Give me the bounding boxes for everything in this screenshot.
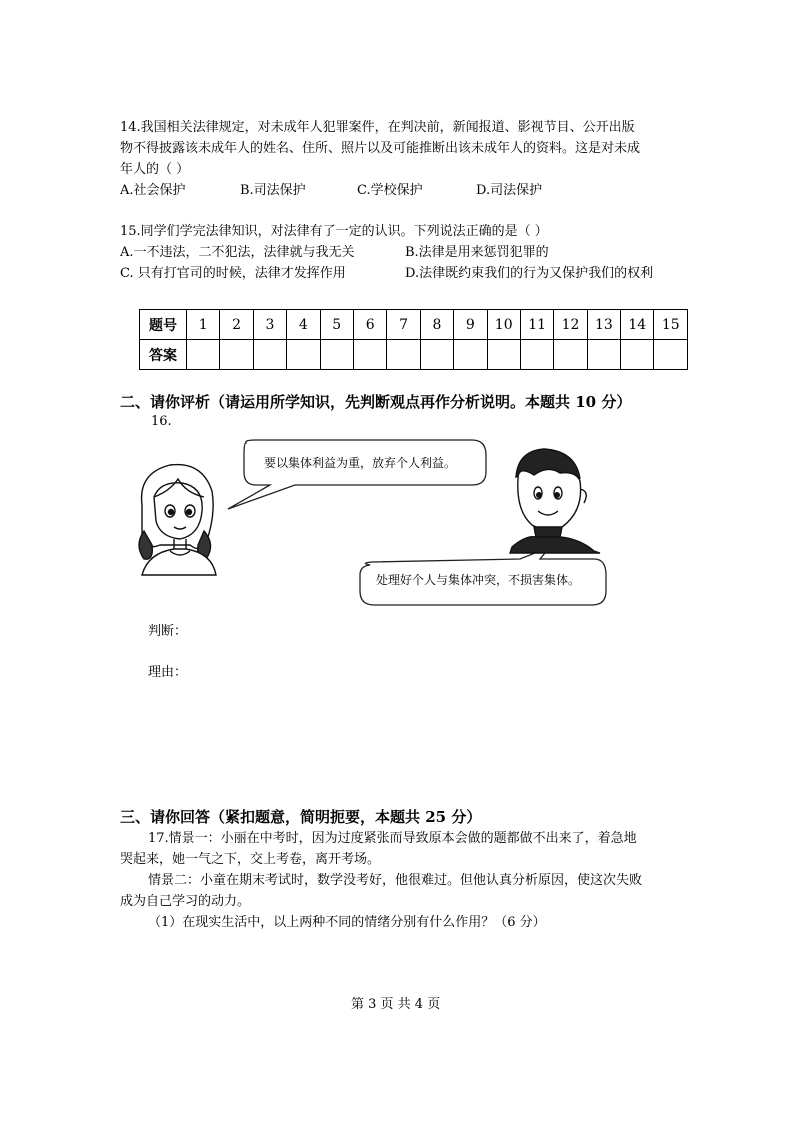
table-number-cell: 8 xyxy=(420,310,453,340)
table-number-cell: 3 xyxy=(253,310,286,340)
page-footer: 第 3 页 共 4 页 xyxy=(351,997,441,1012)
answer-cell[interactable] xyxy=(187,340,220,370)
answer-cell[interactable] xyxy=(287,340,320,370)
answer-cell[interactable] xyxy=(253,340,286,370)
table-number-cell: 6 xyxy=(353,310,386,340)
table-number-cell: 13 xyxy=(587,310,620,340)
answer-cell[interactable] xyxy=(387,340,420,370)
q15-option-d: D.法律既约束我们的行为又保护我们的权利 xyxy=(405,266,654,281)
answer-cell[interactable] xyxy=(353,340,386,370)
q15-option-a: A.一不违法，二不犯法，法律就与我无关 xyxy=(120,245,355,260)
table-number-cell: 15 xyxy=(654,310,688,340)
table-number-cell: 12 xyxy=(554,310,587,340)
answer-cell[interactable] xyxy=(454,340,487,370)
answer-table-number-row xyxy=(140,310,688,340)
q15-option-b: B.法律是用来惩罚犯罪的 xyxy=(405,245,549,260)
table-number-cell: 1 xyxy=(187,310,220,340)
girl-bubble-text: 要以集体利益为重，放弃个人利益。 xyxy=(264,456,457,470)
q17-scenario2-line1: 情景二：小童在期末考试时，数学没考好，他很难过。但他认真分析原因，使这次失败 xyxy=(148,873,643,888)
q14-line1: 14.我国相关法律规定，对未成年人犯罪案件，在判决前，新闻报道、影视节目、公开出版 xyxy=(120,120,635,135)
boy-figure xyxy=(510,449,600,553)
q15-option-c: C. 只有打官司的时候，法律才发挥作用 xyxy=(120,266,346,281)
q17-scenario1-line1: 17.情景一：小丽在中考时，因为过度紧张而导致原本会做的题都做不出来了，着急地 xyxy=(148,831,637,846)
section2-heading: 二、请你评析（请运用所学知识，先判断观点再作分析说明。本题共 10 分） xyxy=(120,393,632,411)
table-number-cell: 14 xyxy=(621,310,654,340)
table-row-label-number: 题号 xyxy=(140,310,187,340)
answer-cell[interactable] xyxy=(487,340,520,370)
boy-bubble-text: 处理好个人与集体冲突，不损害集体。 xyxy=(376,573,581,587)
answer-cell[interactable] xyxy=(420,340,453,370)
table-number-cell: 5 xyxy=(320,310,353,340)
answer-cell[interactable] xyxy=(554,340,587,370)
q15-stem: 15.同学们学完法律知识，对法律有了一定的认识。下列说法正确的是（ ） xyxy=(120,224,548,239)
answer-cell[interactable] xyxy=(320,340,353,370)
q14-option-c: C.学校保护 xyxy=(357,183,423,198)
q17-scenario2-line2: 成为自己学习的动力。 xyxy=(120,894,251,909)
table-number-cell: 10 xyxy=(487,310,520,340)
q14-line2: 物不得披露该未成年人的姓名、住所、照片以及可能推断出该未成年人的资料。这是对未成 xyxy=(120,141,641,156)
table-number-cell: 4 xyxy=(287,310,320,340)
table-number-cell: 11 xyxy=(520,310,553,340)
q17-subquestion-1: （1）在现实生活中，以上两种不同的情绪分别有什么作用？（6 分） xyxy=(148,915,546,930)
answer-cell[interactable] xyxy=(220,340,253,370)
answer-cell[interactable] xyxy=(587,340,620,370)
judge-label: 判断： xyxy=(148,624,188,639)
q14-option-a: A.社会保护 xyxy=(120,183,186,198)
answer-table xyxy=(139,309,688,370)
answer-cell[interactable] xyxy=(654,340,688,370)
section2-question-number: 16. xyxy=(151,414,172,429)
section3-heading: 三、请你回答（紧扣题意，简明扼要，本题共 25 分） xyxy=(120,808,482,826)
table-number-cell: 2 xyxy=(220,310,253,340)
answer-cell[interactable] xyxy=(520,340,553,370)
reason-label: 理由： xyxy=(148,665,188,680)
q17-scenario1-line2: 哭起来，她一气之下，交上考卷，离开考场。 xyxy=(120,852,381,867)
q14-option-d: D.司法保护 xyxy=(476,183,543,198)
girl-figure xyxy=(139,465,216,575)
table-number-cell: 9 xyxy=(454,310,487,340)
answer-table-answer-row xyxy=(140,340,688,370)
table-number-cell: 7 xyxy=(387,310,420,340)
answer-cell[interactable] xyxy=(621,340,654,370)
q14-option-b: B.司法保护 xyxy=(240,183,306,198)
girl-speech-bubble xyxy=(228,440,486,509)
q14-line3: 年人的（ ） xyxy=(120,162,190,177)
table-row-label-answer: 答案 xyxy=(140,340,187,370)
